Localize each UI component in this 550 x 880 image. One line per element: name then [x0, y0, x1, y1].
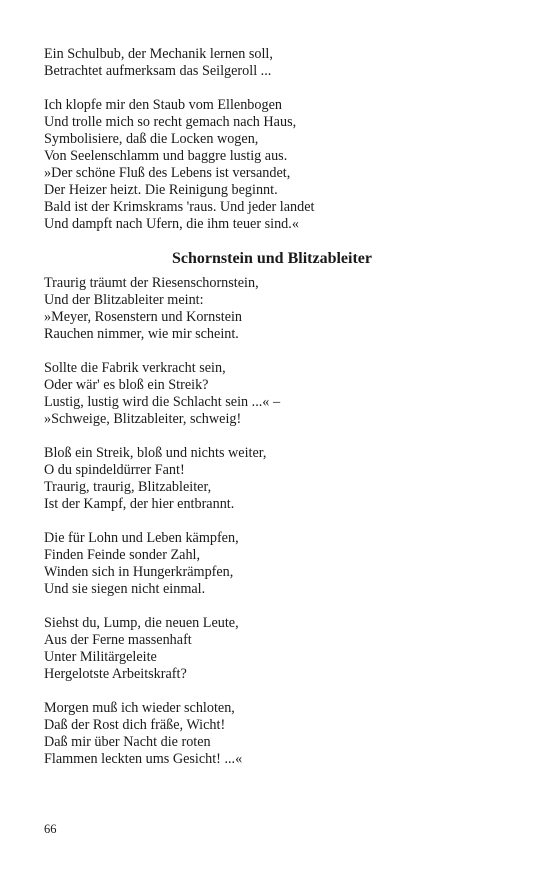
poem-title: Schornstein und Blitzableiter [171, 250, 372, 267]
poem-line: Die für Lohn und Leben kämpfen, [44, 530, 239, 546]
stanza-gap [44, 513, 514, 530]
poem-stanza-3 [44, 445, 514, 513]
poem-line: Von Seelenschlamm und baggre lustig aus. [44, 148, 288, 164]
page-number: 66 [44, 822, 57, 836]
poem-line: »Der schöne Fluß des Lebens ist versandet, [44, 165, 291, 181]
stanza-gap [44, 343, 514, 360]
poem-line: Aus der Ferne massenhaft [44, 632, 192, 648]
poem-line: Flammen leckten ums Gesicht! ...« [44, 751, 243, 767]
poem-line: Daß der Rost dich fräße, Wicht! [44, 717, 226, 733]
poem-line: Bald ist der Krimskrams 'raus. Und jeder landet [44, 199, 315, 215]
fragment-stanza-1 [44, 46, 514, 80]
stanza-gap [44, 598, 514, 615]
poem-line: Ist der Kampf, der hier entbrannt. [44, 496, 235, 512]
stanza-gap [44, 428, 514, 445]
poem-line: Sollte die Fabrik verkracht sein, [44, 360, 226, 376]
poem-line: Und trolle mich so recht gemach nach Haus, [44, 114, 297, 130]
poem-line: Traurig, traurig, Blitzableiter, [44, 479, 212, 495]
poem-line: »Schweige, Blitzableiter, schweig! [44, 411, 242, 427]
book-page [44, 46, 514, 768]
poem-line: Hergelotste Arbeitskraft? [44, 666, 187, 682]
poem-stanza-5 [44, 615, 514, 683]
poem-line: O du spindeldürrer Fant! [44, 462, 185, 478]
poem-line: Siehst du, Lump, die neuen Leute, [44, 615, 239, 631]
stanza-gap [44, 80, 514, 97]
poem-line: Bloß ein Streik, bloß und nichts weiter, [44, 445, 267, 461]
poem-line: Unter Militärgeleite [44, 649, 157, 665]
poem-line: Und sie siegen nicht einmal. [44, 581, 206, 597]
poem-line: Daß mir über Nacht die roten [44, 734, 211, 750]
poem-line: Oder wär' es bloß ein Streik? [44, 377, 209, 393]
poem-line: Der Heizer heizt. Die Reinigung beginnt. [44, 182, 278, 198]
poem-line: Lustig, lustig wird die Schlacht sein ...« – [44, 394, 281, 410]
poem-line: Winden sich in Hungerkrämpfen, [44, 564, 234, 580]
poem-line: Traurig träumt der Riesenschornstein, [44, 275, 259, 291]
fragment-stanza-2 [44, 97, 514, 233]
poem-line: Ich klopfe mir den Staub vom Ellenbogen [44, 97, 282, 113]
poem-line: Morgen muß ich wieder schloten, [44, 700, 235, 716]
poem-stanza-4 [44, 530, 514, 598]
stanza-gap [44, 683, 514, 700]
poem-line: »Meyer, Rosenstern und Kornstein [44, 309, 243, 325]
poem-line: Und dampft nach Ufern, die ihm teuer sind.« [44, 216, 299, 232]
poem-line: Und der Blitzableiter meint: [44, 292, 204, 308]
poem-line: Symbolisiere, daß die Locken wogen, [44, 131, 259, 147]
poem-line: Finden Feinde sonder Zahl, [44, 547, 201, 563]
poem-stanza-2 [44, 360, 514, 428]
poem-line: Betrachtet aufmerksam das Seilgeroll ... [44, 63, 272, 79]
poem-stanza-1 [44, 275, 514, 343]
poem-stanza-6 [44, 700, 514, 768]
poem-line: Rauchen nimmer, wie mir scheint. [44, 326, 239, 342]
poem-line: Ein Schulbub, der Mechanik lernen soll, [44, 46, 273, 62]
